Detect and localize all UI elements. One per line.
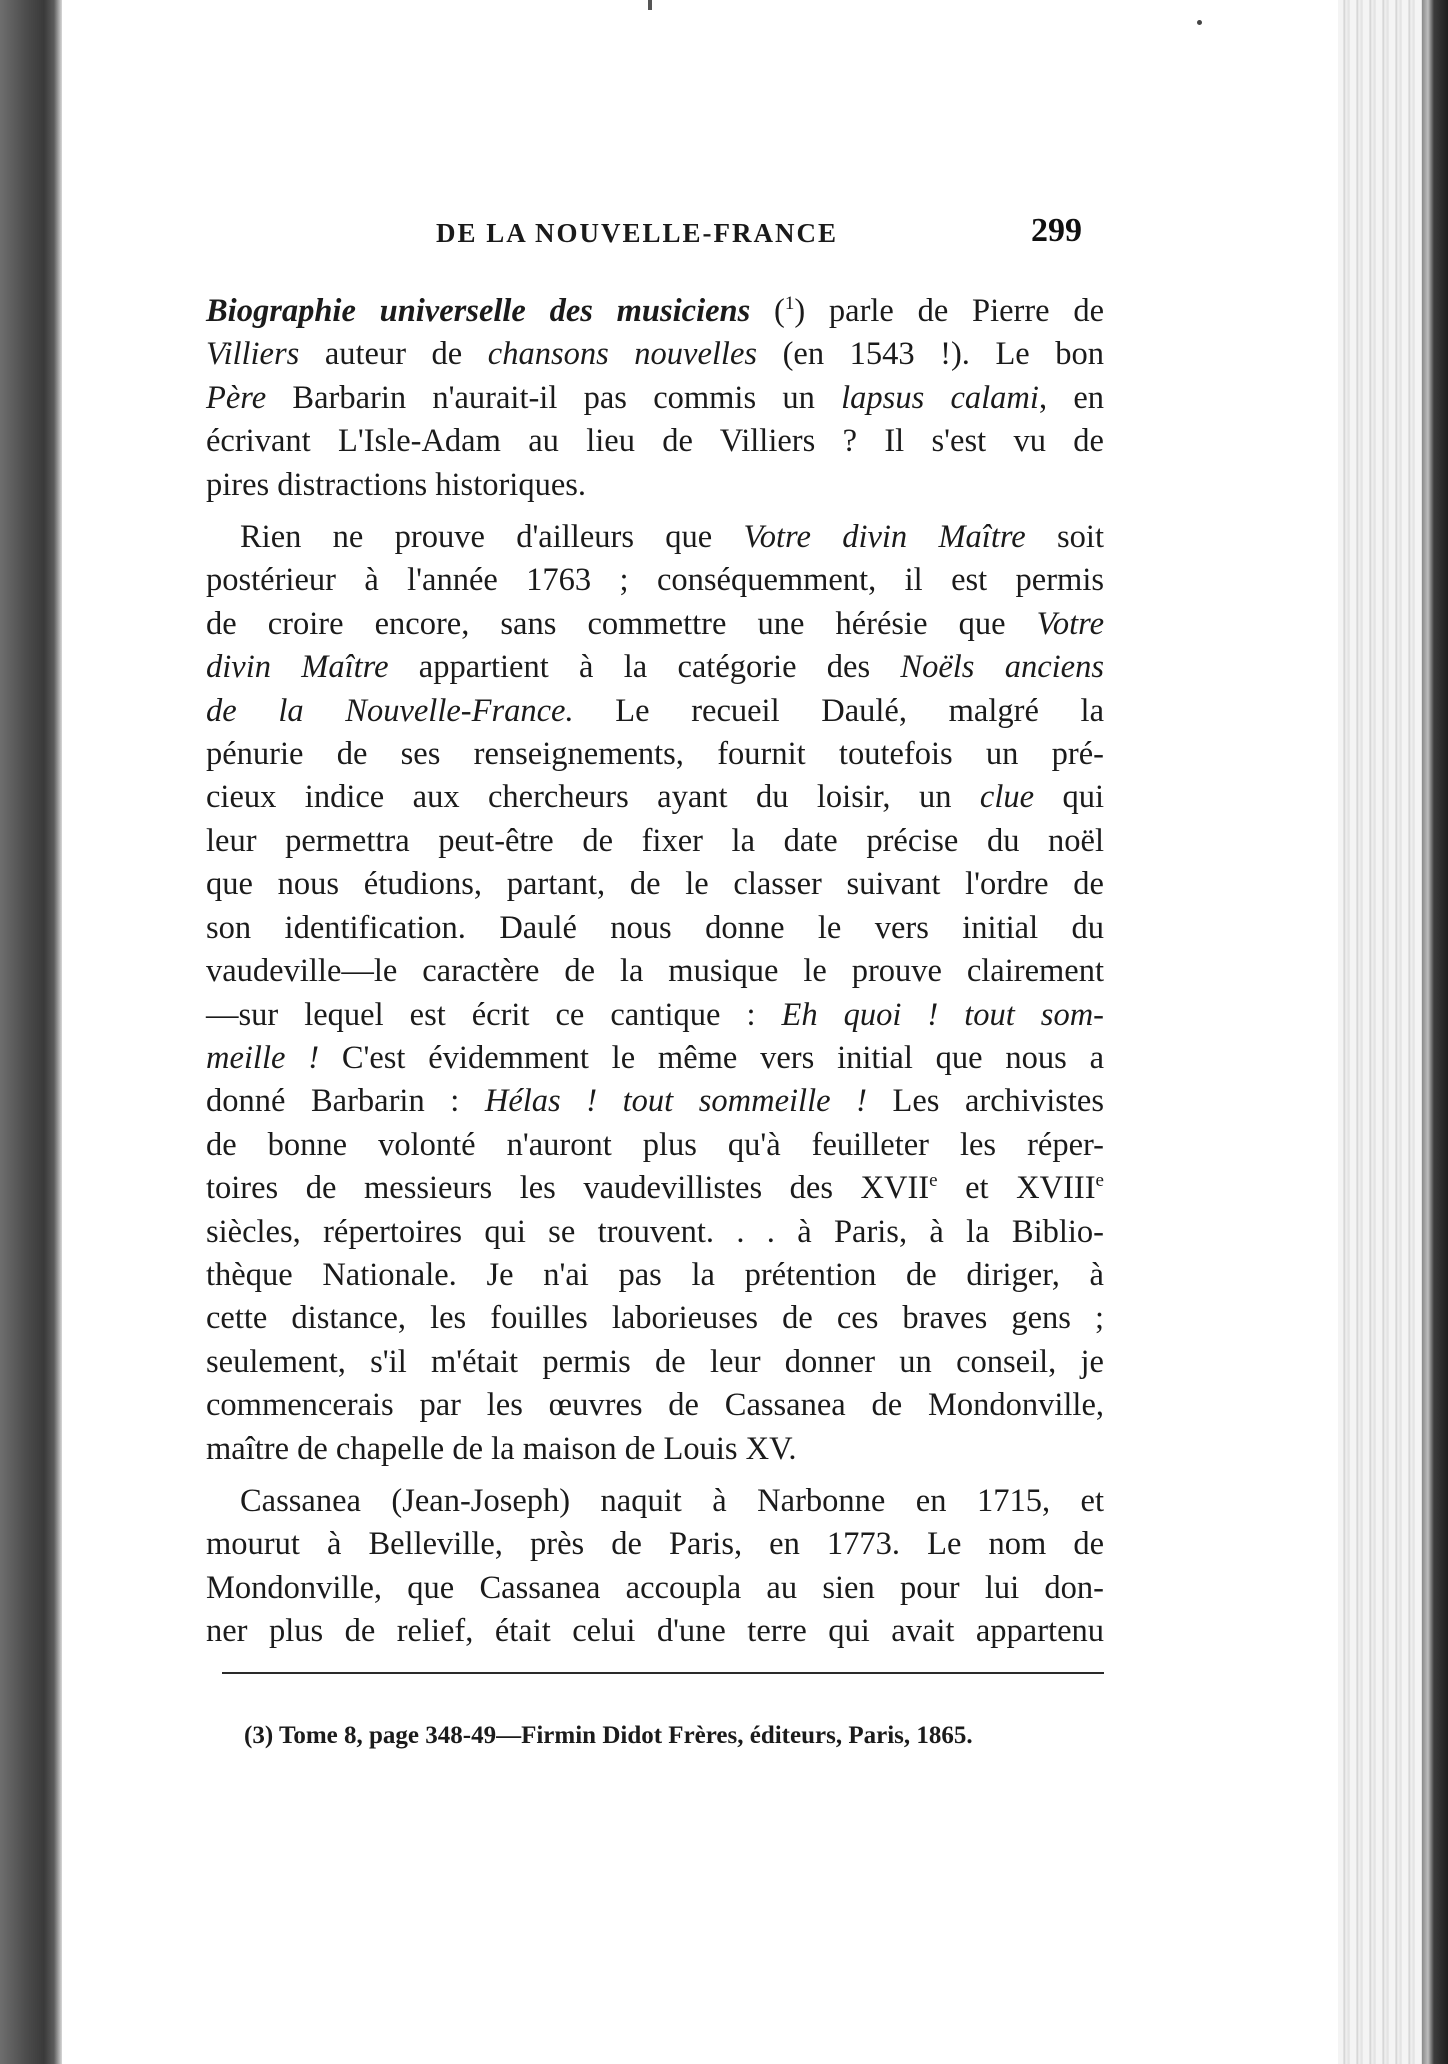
text-run: Le recueil Daulé, malgré la (573, 692, 1104, 729)
text-run: C'est évidemment le même vers initial que nous a (319, 1039, 1105, 1076)
text-line (206, 1124, 1104, 1167)
text-run: Les archivistes (866, 1083, 1104, 1120)
italic-text: Père (206, 379, 267, 416)
italic-text: meille ! (206, 1039, 320, 1076)
text-line (206, 1567, 1104, 1610)
text-run: Rien ne prouve d'ailleurs que (240, 519, 744, 556)
text-line (206, 464, 1104, 507)
text-run: maître de chapelle de la maison de Louis XV. (206, 1430, 797, 1467)
page-number: 299 (1031, 212, 1082, 249)
text-run: qui (1034, 779, 1104, 816)
paragraph-3 (206, 1480, 1104, 1654)
footnote-rule (222, 1672, 1104, 1674)
text-run: ner plus de relief, était celui d'une terre qui avait appartenu (206, 1613, 1104, 1650)
text-run: mourut à Belleville, près de Paris, en 1773. Le nom de (206, 1526, 1104, 1563)
text-line (206, 1523, 1104, 1566)
text-line (206, 950, 1104, 993)
text-line (206, 290, 1104, 333)
italic-text: clue (979, 779, 1035, 816)
italic-text: Noëls anciens (900, 649, 1104, 686)
italic-text: Votre (1036, 605, 1104, 642)
text-line (206, 863, 1104, 906)
scan-speck (1197, 20, 1202, 25)
text-line (206, 559, 1104, 602)
text-line (206, 516, 1104, 559)
text-run: seulement, s'il m'était permis de leur donner un conseil, je (206, 1343, 1104, 1380)
text-run: auteur de (299, 336, 488, 373)
text-run: postérieur à l'année 1763 ; conséquemment, il est permis (206, 562, 1104, 599)
text-run: écrivant L'Isle-Adam au lieu de Villiers ? Il s'est vu de (206, 423, 1104, 460)
text-line (206, 820, 1104, 863)
text-run: de croire encore, sans commettre une hérésie que (206, 605, 1037, 642)
italic-text: Hélas ! tout sommeille ! (484, 1083, 867, 1120)
text-run: donné Barbarin : (206, 1083, 485, 1120)
text-run: soit (1025, 519, 1104, 556)
superscript: e (1095, 1170, 1104, 1192)
text-line (206, 690, 1104, 733)
text-line (206, 733, 1104, 776)
text-run: toires de messieurs les vaudevillistes des XVII (206, 1170, 930, 1207)
text-run: cette distance, les fouilles laborieuses de ces braves gens ; (206, 1300, 1104, 1337)
binding-edge-left (0, 0, 62, 2064)
text-run: Barbarin n'aurait-il pas commis un (266, 379, 842, 416)
text-line (206, 1297, 1104, 1340)
text-line (206, 377, 1104, 420)
text-run: —sur lequel est écrit ce cantique : (206, 996, 782, 1033)
text-run: appartient à la catégorie des (388, 649, 901, 686)
text-run: thèque Nationale. Je n'ai pas la prétention de diriger, à (206, 1256, 1104, 1293)
superscript: 1 (784, 293, 795, 315)
text-run: (en 1543 !). Le bon (757, 336, 1105, 373)
scan-border-right (1422, 0, 1448, 2064)
text-line (206, 994, 1104, 1037)
body-text (206, 290, 1104, 1663)
italic-text: Votre divin Maître (743, 519, 1026, 556)
text-run: et XVIII (937, 1170, 1096, 1207)
text-line (206, 1341, 1104, 1384)
text-line (206, 907, 1104, 950)
italic-text: Villiers (206, 336, 300, 373)
italic-text: Biographie universelle des musiciens (206, 293, 751, 329)
text-line (206, 1211, 1104, 1254)
text-run: Mondonville, que Cassanea accoupla au sien pour lui don- (206, 1569, 1104, 1606)
running-head (206, 212, 1106, 262)
text-run: ) parle de Pierre de (794, 293, 1104, 329)
text-line (206, 333, 1104, 376)
italic-text: chansons nouvelles (487, 336, 758, 373)
text-line (206, 1037, 1104, 1080)
italic-text: lapsus calami (841, 379, 1039, 416)
superscript: e (929, 1170, 938, 1192)
text-run: son identification. Daulé nous donne le vers initial du (206, 909, 1104, 946)
scan-mark-top (648, 0, 652, 10)
text-run: commencerais par les œuvres de Cassanea de Mondonville, (206, 1387, 1104, 1424)
text-line (206, 420, 1104, 463)
text-line (206, 1080, 1104, 1123)
text-run: Cassanea (Jean-Joseph) naquit à Narbonne en 1715, et (240, 1482, 1104, 1519)
text-run: , en (1038, 379, 1104, 416)
italic-text: divin Maître (206, 649, 389, 686)
text-run: siècles, répertoires qui se trouvent. . . à Paris, à la Biblio- (206, 1213, 1104, 1250)
text-line (206, 603, 1104, 646)
text-line (206, 776, 1104, 819)
text-run: leur permettra peut-être de fixer la date précise du noël (206, 822, 1104, 859)
text-run: pénurie de ses renseignements, fournit toutefois un pré- (206, 736, 1104, 773)
footnote: (3) Tome 8, page 348-49—Firmin Didot Frères, éditeurs, Paris, 1865. (244, 1722, 973, 1749)
text-run: cieux indice aux chercheurs ayant du loisir, un (206, 779, 980, 816)
text-line (206, 1167, 1104, 1210)
paragraph-2 (206, 516, 1104, 1471)
text-line (206, 646, 1104, 689)
text-line (206, 1480, 1104, 1523)
text-line (206, 1384, 1104, 1427)
text-run: que nous étudions, partant, de le classer suivant l'ordre de (206, 866, 1104, 903)
italic-text: Eh quoi ! tout som- (781, 996, 1104, 1033)
text-run: vaudeville—le caractère de la musique le prouve clairement (206, 953, 1104, 990)
running-title: DE LA NOUVELLE-FRANCE (436, 218, 839, 248)
text-line (206, 1254, 1104, 1297)
text-line (206, 1610, 1104, 1653)
text-run: ( (750, 293, 785, 329)
text-run: pires distractions historiques. (206, 466, 587, 503)
paragraph-1 (206, 290, 1104, 507)
text-run: de bonne volonté n'auront plus qu'à feuilleter les réper- (206, 1126, 1104, 1163)
italic-text: de la Nouvelle-France. (206, 692, 574, 729)
text-line (206, 1428, 1104, 1471)
